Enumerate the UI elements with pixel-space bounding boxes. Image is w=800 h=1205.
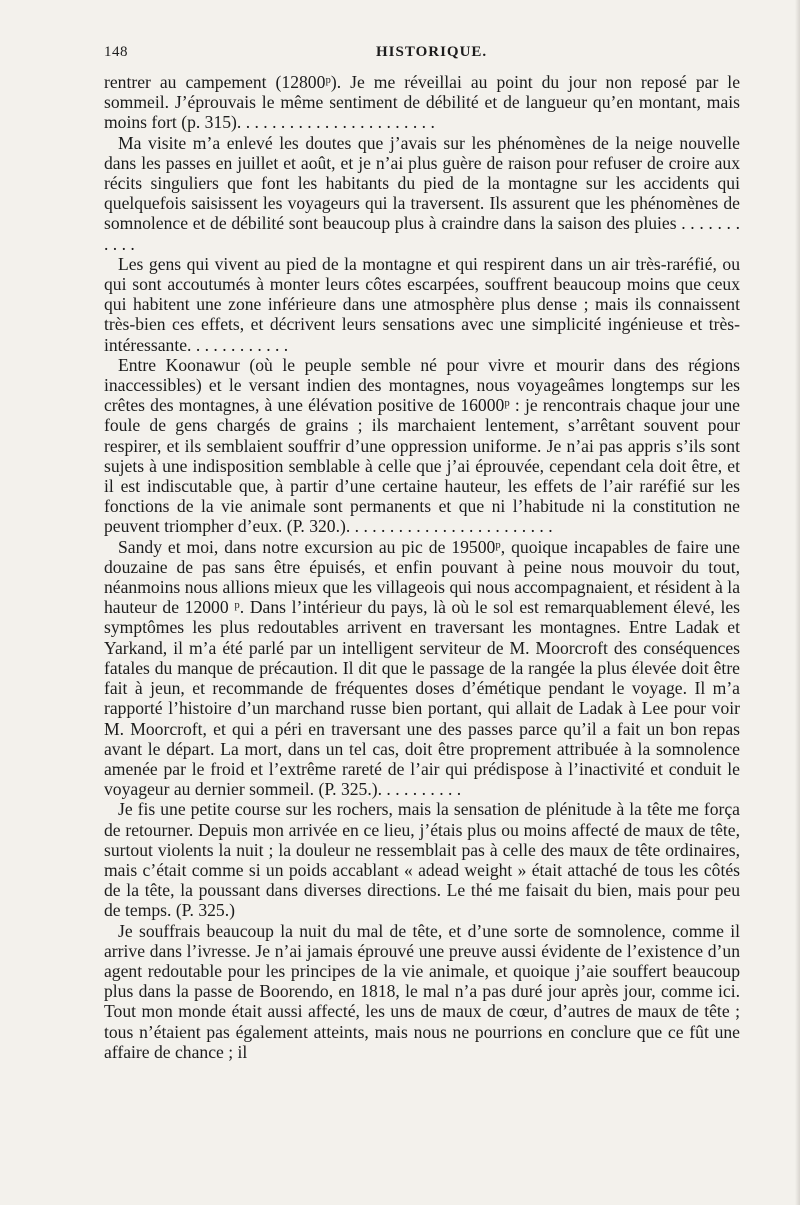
page-number: 148 [104, 44, 128, 60]
page-header [104, 44, 740, 68]
body-text [104, 72, 740, 1062]
paragraph: Entre Koonawur (où le peuple semble né pour vivre et mourir dans des régions inaccessibles) et le versant indien des montagnes, nous voyageâmes longtemps sur les crêtes des montagnes, à une élévation positive de 16000ᵖ : je rencontrais chaque jour une foule de gens chargés de grains ; ils marchaient lentement, s’arrêtant souvent pour respirer, et ils semblaient souffrir d’une oppression uniforme. Je n’ai pas appris s’ils sont sujets à une indisposition semblable à celle que j’ai éprouvée, cependant cela doit être, et il est indiscutable que, à partir d’une certaine hauteur, les effets de l’air raréfié sur les fonctions de la vie animale sont permanents et que ni l’habitude ni la constitution ne peuvent triompher d’eux. (P. 320.). . . . . . . . . . . . . . . . . . . . . . . . [104, 354, 740, 537]
paragraph: Ma visite m’a enlevé les doutes que j’avais sur les phénomènes de la neige nouvelle dans les passes en juillet et août, et je n’ai plus guère de raison pour refuser de croire aux récits singuliers que font les habitants du pied de la montagne sur les accidents qui quelquefois saisissent les voyageurs qui la traversent. Ils assurent que les phénomènes de somnolence et de débilité sont beaucoup plus à craindre dans la saison des pluies . . . . . . . . . . . [104, 132, 740, 254]
paragraph: rentrer au campement (12800ᵖ). Je me réveillai au point du jour non reposé par le sommeil. J’éprouvais le même sentiment de débilité et de langueur qu’en montant, mais moins fort (p. 315). . . . . . . . . . . . . . . . . . . . . . . [104, 72, 740, 133]
paragraph: Je souffrais beaucoup la nuit du mal de tête, et d’une sorte de somnolence, comme il arrive dans l’ivresse. Je n’ai jamais éprouvé une preuve aussi évidente de l’existence d’un agent redoutable pour les principes de la vie animale, et quoique j’aie souffert beaucoup plus dans la passe de Boorendo, en 1818, le mal n’a pas duré jour après jour, comme ici. Tout mon monde était aussi affecté, les uns de maux de cœur, d’autres de maux de tête ; tous n’étaient pas également atteints, mais nous ne pourrions en conclure que ce fût une affaire de chance ; il [104, 920, 740, 1062]
running-head: HISTORIQUE. [376, 44, 488, 60]
paragraph: Je fis une petite course sur les rochers, mais la sensation de plénitude à la tête me força de retourner. Depuis mon arrivée en ce lieu, j’étais plus ou moins affecté de maux de tête, surtout violents la nuit ; la douleur ne ressemblait pas à celle des maux de tête ordinaires, mais c’était comme si un poids accablant « adead weight » était attaché de tous les côtés de la tête, la poussant dans diverses directions. Le thé me faisait du bien, mais pour peu de temps. (P. 325.) [104, 799, 740, 921]
page-edge-shadow [795, 0, 800, 1205]
paragraph: Les gens qui vivent au pied de la montagne et qui respirent dans un air très-raréfié, ou qui sont accoutumés à monter leurs côtes escarpées, souffrent beaucoup moins que ceux qui habitent une zone inférieure dans une atmosphère plus dense ; mais ils connaissent très-bien ces effets, et décrivent leurs sensations avec une simplicité ingénieuse et très-intéressante. . . . . . . . . . . . [104, 253, 740, 355]
paragraph: Sandy et moi, dans notre excursion au pic de 19500ᵖ, quoique incapables de faire une douzaine de pas sans être épuisés, et enfin pouvant à peine nous mouvoir du tout, néanmoins nous allions mieux que les villageois qui nous accompagnaient, et résident à la hauteur de 12000 ᵖ. Dans l’intérieur du pays, là où le sol est remarquablement élevé, les symptômes les plus redoutables arrivent en traversant les montagnes. Entre Ladak et Yarkand, il m’a été parlé par un intelligent serviteur de M. Moorcroft des conséquences fatales du manque de précaution. Il dit que le passage de la rangée la plus élevée doit être fait à jeun, et recommande de fréquentes doses d’émétique pendant le voyage. Il m’a rapporté l’histoire d’un marchand russe bien portant, qui allait de Ladak à Lee pour voir M. Moorcroft, et qui a péri en traversant une des passes parce qu’il a fait un bon repas avant le départ. La mort, dans un tel cas, doit être proprement attribuée à la somnolence amenée par le froid et l’extrême rareté de l’air qui prédispose à l’inactivité et conduit le voyageur au dernier sommeil. (P. 325.). . . . . . . . . . [104, 536, 740, 800]
